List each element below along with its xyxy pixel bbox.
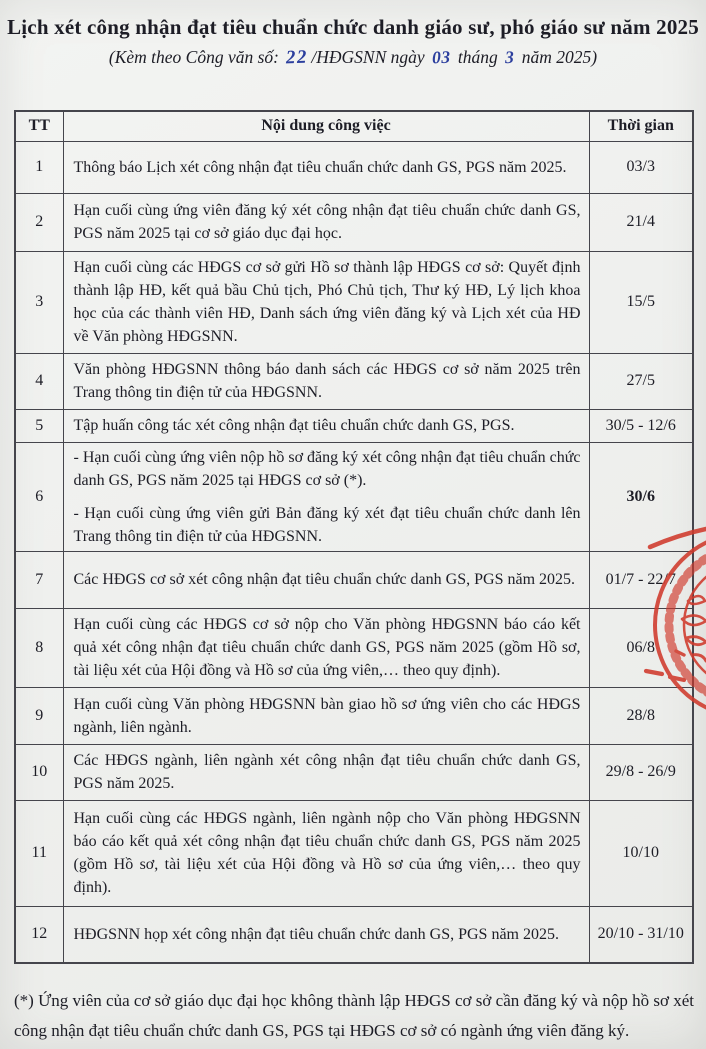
- schedule-table: [14, 110, 694, 964]
- subtitle-text: /HĐGSNN ngày: [311, 47, 425, 67]
- row-time: 06/8: [589, 608, 693, 687]
- column-header-content: Nội dung công việc: [63, 111, 589, 141]
- row-number: 9: [15, 687, 63, 744]
- row-number: 2: [15, 193, 63, 251]
- row-content: Hạn cuối cùng các HĐGS cơ sở nộp cho Văn phòng HĐGSNN báo cáo kết quả xét công nhận đạt tiêu chuẩn chức danh GS, PGS năm 2025 (gồm Hồ sơ, tài liệu xét của Hội đồng và Hồ sơ của ứng viên,… theo quy định).: [63, 608, 589, 687]
- column-header-tt: TT: [15, 111, 63, 141]
- row-time: 29/8 - 26/9: [589, 744, 693, 800]
- row-number: 3: [15, 251, 63, 353]
- row-time: 21/4: [589, 193, 693, 251]
- row-number: 5: [15, 409, 63, 442]
- table-row: [15, 442, 693, 551]
- row-number: 7: [15, 551, 63, 608]
- row-time: 20/10 - 31/10: [589, 906, 693, 963]
- row-number: 12: [15, 906, 63, 963]
- row-time: 28/8: [589, 687, 693, 744]
- row-content: Thông báo Lịch xét công nhận đạt tiêu chuẩn chức danh GS, PGS năm 2025.: [63, 141, 589, 193]
- row-number: 1: [15, 141, 63, 193]
- table-row: [15, 744, 693, 800]
- row-time: 30/5 - 12/6: [589, 409, 693, 442]
- row-content: HĐGSNN họp xét công nhận đạt tiêu chuẩn chức danh GS, PGS năm 2025.: [63, 906, 589, 963]
- subtitle-text: (Kèm theo Công văn số:: [108, 47, 279, 67]
- row-time: 03/3: [589, 141, 693, 193]
- row-content: Văn phòng HĐGSNN thông báo danh sách các HĐGS cơ sở năm 2025 trên Trang thông tin điện tử của HĐGSNN.: [63, 353, 589, 409]
- row-time: 15/5: [589, 251, 693, 353]
- table-row: [15, 409, 693, 442]
- row-content: [63, 442, 589, 551]
- row-time: 10/10: [589, 800, 693, 906]
- table-row: [15, 353, 693, 409]
- page-title: Lịch xét công nhận đạt tiêu chuẩn chức danh giáo sư, phó giáo sư năm 2025: [7, 15, 699, 39]
- row-content: Các HĐGS ngành, liên ngành xét công nhận đạt tiêu chuẩn chức danh GS, PGS năm 2025.: [63, 744, 589, 800]
- row-time: 27/5: [589, 353, 693, 409]
- row-time: 01/7 - 22/7: [589, 551, 693, 608]
- subtitle-text: năm 2025): [521, 47, 598, 67]
- row-content-paragraph: - Hạn cuối cùng ứng viên nộp hồ sơ đăng ký xét công nhận đạt tiêu chuẩn chức danh GS, PGS năm 2025 tại HĐGS cơ sở (*).: [73, 448, 581, 489]
- table-header-row: [15, 111, 693, 141]
- row-number: 4: [15, 353, 63, 409]
- row-content: Hạn cuối cùng ứng viên đăng ký xét công nhận đạt tiêu chuẩn chức danh GS, PGS năm 2025 tại cơ sở giáo dục đại học.: [63, 193, 589, 251]
- table-row: [15, 608, 693, 687]
- document-subtitle: [0, 47, 706, 69]
- row-content-paragraph: - Hạn cuối cùng ứng viên gửi Bản đăng ký xét đạt tiêu chuẩn chức danh lên Trang thông tin điện tử của HĐGSNN.: [73, 504, 581, 545]
- table-row: [15, 193, 693, 251]
- row-content: Hạn cuối cùng các HĐGS cơ sở gửi Hồ sơ thành lập HĐGS cơ sở: Quyết định thành lập HĐ, kết quả bầu Chủ tịch, Phó Chủ tịch, Thư ký HĐ, Lý lịch khoa học của các thành viên HĐ, Danh sách ứng viên đăng ký và Lịch xét của HĐ về Văn phòng HĐGSNN.: [63, 251, 589, 353]
- table-row: [15, 551, 693, 608]
- footnote: (*) Ứng viên của cơ sở giáo dục đại học không thành lập HĐGS cơ sở cần đăng ký và nộp hồ sơ xét công nhận đạt tiêu chuẩn chức danh GS, PGS tại HĐGS cơ sở có ngành ứng viên đăng ký.: [14, 991, 694, 1040]
- table-row: [15, 906, 693, 963]
- row-content: Các HĐGS cơ sở xét công nhận đạt tiêu chuẩn chức danh GS, PGS năm 2025.: [63, 551, 589, 608]
- subtitle-text: tháng: [457, 47, 498, 67]
- row-number: 8: [15, 608, 63, 687]
- handwritten-month: 3: [504, 46, 515, 68]
- table-row: [15, 800, 693, 906]
- row-content: Hạn cuối cùng các HĐGS ngành, liên ngành nộp cho Văn phòng HĐGSNN báo cáo kết quả xét công nhận đạt tiêu chuẩn chức danh GS, PGS năm 2025 (gồm Hồ sơ, tài liệu xét của Hội đồng và Hồ sơ của ứng viên,… theo quy định).: [63, 800, 589, 906]
- row-content: Tập huấn công tác xét công nhận đạt tiêu chuẩn chức danh GS, PGS.: [63, 409, 589, 442]
- column-header-time: Thời gian: [589, 111, 693, 141]
- row-content: Hạn cuối cùng Văn phòng HĐGSNN bàn giao hồ sơ ứng viên cho các HĐGS ngành, liên ngành.: [63, 687, 589, 744]
- handwritten-day: 03: [431, 46, 451, 68]
- table-row: [15, 141, 693, 193]
- official-stamp-icon: [640, 523, 706, 715]
- table-row: [15, 687, 693, 744]
- handwritten-document-number: 22: [285, 46, 309, 69]
- row-number: 11: [15, 800, 63, 906]
- row-number: 10: [15, 744, 63, 800]
- row-number: 6: [15, 442, 63, 551]
- row-time: 30/6: [589, 442, 693, 551]
- table-row: [15, 251, 693, 353]
